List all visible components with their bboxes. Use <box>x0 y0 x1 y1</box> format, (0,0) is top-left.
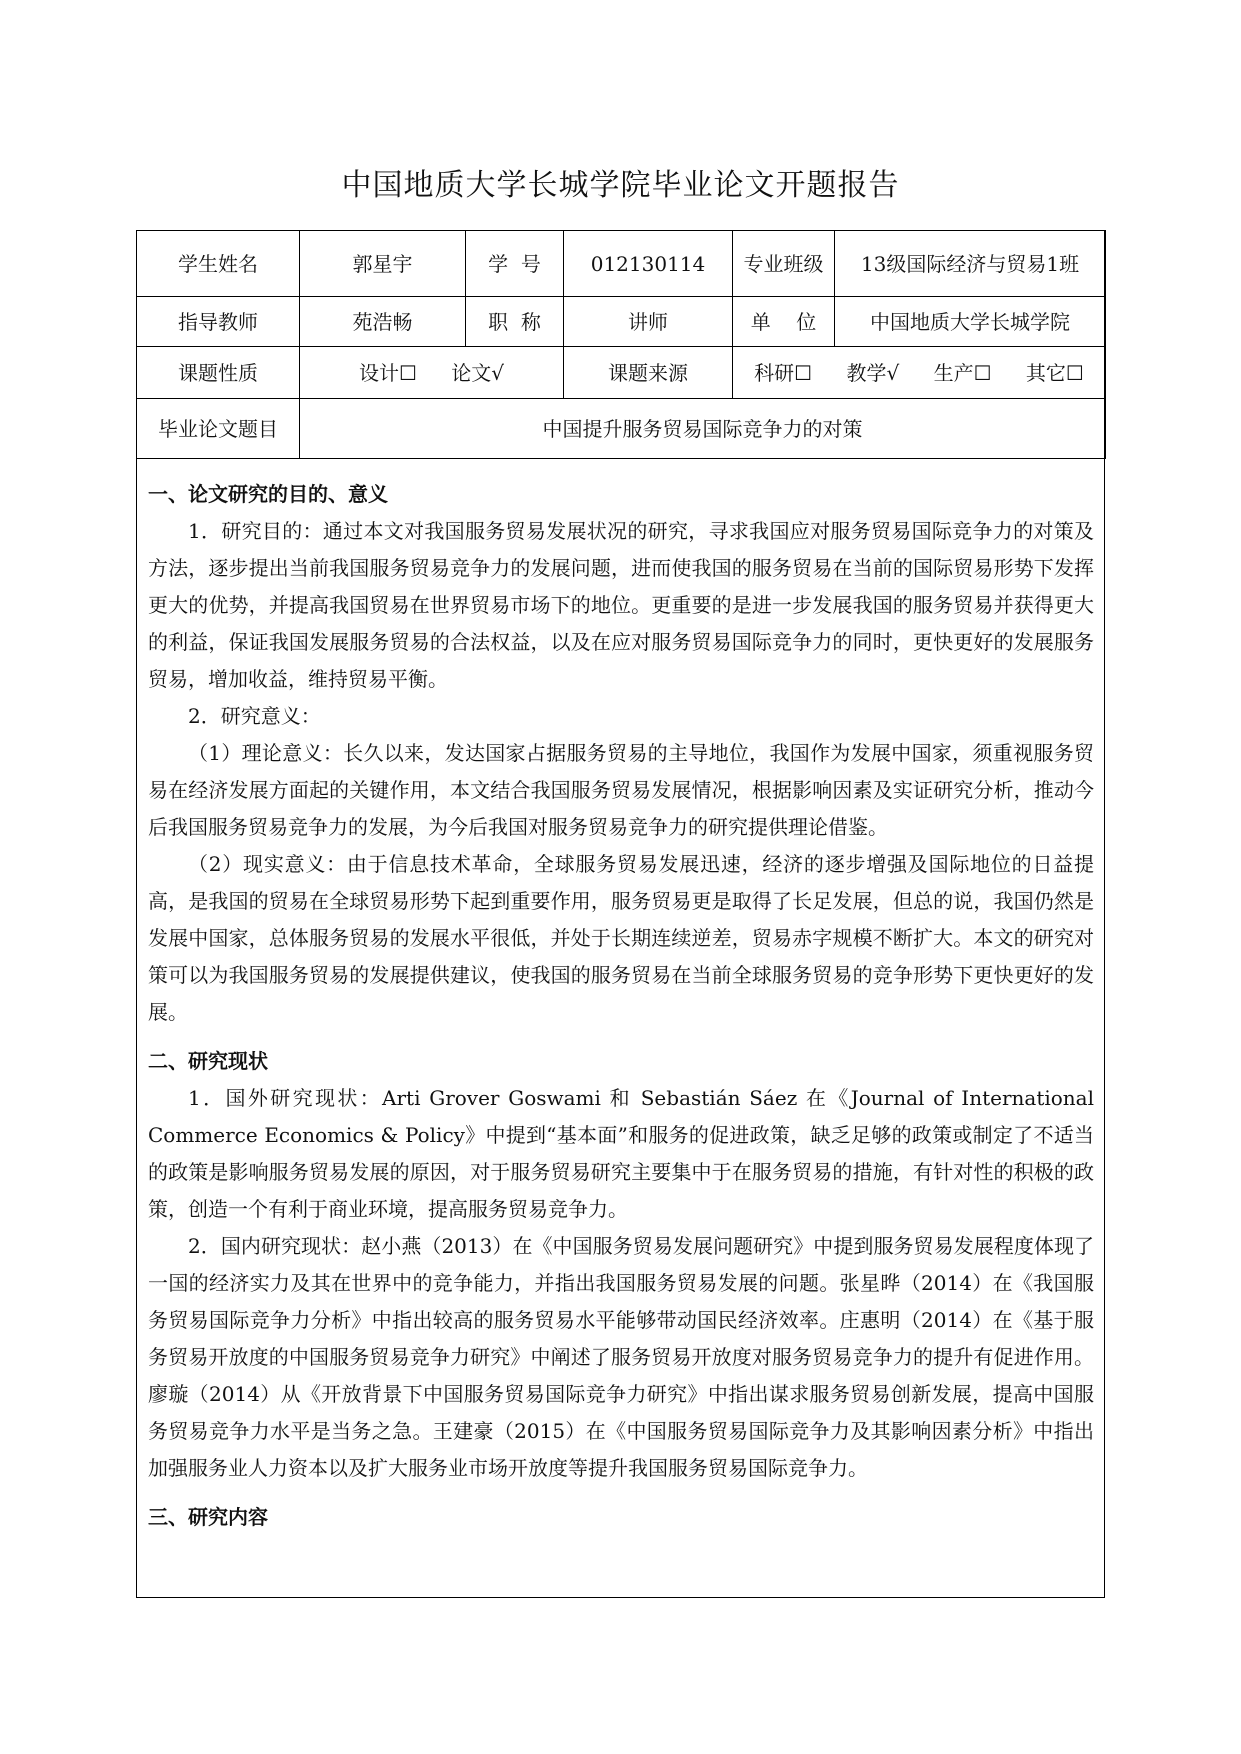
nature-design-option: 设计☐ <box>358 360 417 385</box>
unit-value: 中国地质大学长城学院 <box>835 297 1106 347</box>
source-teaching-option: 教学√ <box>846 360 900 385</box>
student-name-value: 郭星宇 <box>300 231 466 297</box>
topic-value: 中国提升服务贸易国际竞争力的对策 <box>300 399 1106 459</box>
report-body <box>148 476 1094 1594</box>
source-production-option: 生产☐ <box>933 360 992 385</box>
major-value: 13级国际经济与贸易1班 <box>835 231 1106 297</box>
nature-label: 课题性质 <box>137 347 300 399</box>
student-id-value: 012130114 <box>564 231 733 297</box>
major-label: 专业班级 <box>733 231 835 297</box>
rank-label: 职 称 <box>466 297 564 347</box>
advisor-label: 指导教师 <box>137 297 300 347</box>
source-research-option: 科研☐ <box>754 360 813 385</box>
paragraph-practical-significance: （2）现实意义：由于信息技术革命，全球服务贸易发展迅速，经济的逐步增强及国际地位的日益提高，是我国的贸易在全球贸易形势下起到重要作用，服务贸易更是取得了长足发展，但总的说，我国仍然是发展中国家，总体服务贸易的发展水平很低，并处于长期连续逆差，贸易赤字规模不断扩大。本文的研究对策可以为我国服务贸易的发展提供建议，使我国的服务贸易在当前全球服务贸易的竞争形势下更快更好的发展。 <box>148 852 1094 1024</box>
paragraph-theory-significance: （1）理论意义：长久以来，发达国家占据服务贸易的主导地位，我国作为发展中国家，须重视服务贸易在经济发展方面起的关键作用，本文结合我国服务贸易发展情况，根据影响因素及实证研究分析，推动今后我国服务贸易竞争力的发展，为今后我国对服务贸易竞争力的研究提供理论借鉴。 <box>148 741 1094 839</box>
student-name-label: 学生姓名 <box>137 231 300 297</box>
paragraph-purpose: 1．研究目的：通过本文对我国服务贸易发展状况的研究，寻求我国应对服务贸易国际竞争力的对策及方法，逐步提出当前我国服务贸易竞争力的发展问题，进而使我国的服务贸易在当前的国际贸易形势下发挥更大的优势，并提高我国贸易在世界贸易市场下的地位。更重要的是进一步发展我国的服务贸易并获得更大的利益，保证我国发展服务贸易的合法权益，以及在应对服务贸易国际竞争力的同时，更快更好的发展服务贸易，增加收益，维持贸易平衡。 <box>148 519 1094 691</box>
topic-label: 毕业论文题目 <box>137 399 300 459</box>
rank-value: 讲师 <box>564 297 733 347</box>
source-label: 课题来源 <box>564 347 733 399</box>
student-id-label: 学 号 <box>466 231 564 297</box>
paragraph-foreign-status: 1．国外研究现状：Arti Grover Goswami 和 Sebastián Sáez 在《Journal of International Commerce Economics & Policy》中提到“基本面”和服务的促进政策，缺乏足够的政策或制定了不适当的政策是影响服务贸易发展的原因，对于服务贸易研究主要集中于在服务贸易的措施，有针对性的积极的政策，创造一个有利于商业环境，提高服务贸易竞争力。 <box>148 1086 1094 1221</box>
advisor-value: 苑浩畅 <box>300 297 466 347</box>
paragraph-significance-title: 2．研究意义： <box>188 704 321 728</box>
paragraph-domestic-status: 2．国内研究现状：赵小燕（2013）在《中国服务贸易发展问题研究》中提到服务贸易发展程度体现了一国的经济实力及其在世界中的竞争能力，并指出我国服务贸易发展的问题。张星晔（2014）在《我国服务贸易国际竞争力分析》中指出较高的服务贸易水平能够带动国民经济效率。庄惠明（2014）在《基于服务贸易开放度的中国服务贸易竞争力研究》中阐述了服务贸易开放度对服务贸易竞争力的提升有促进作用。廖璇（2014）从《开放背景下中国服务贸易国际竞争力研究》中指出谋求服务贸易创新发展，提高中国服务贸易竞争力水平是当务之急。王建豪（2015）在《中国服务贸易国际竞争力及其影响因素分析》中指出加强服务业人力资本以及扩大服务业市场开放度等提升我国服务贸易国际竞争力。 <box>148 1234 1094 1480</box>
source-options <box>733 347 1106 399</box>
section-heading-purpose: 一、论文研究的目的、意义 <box>148 482 388 506</box>
nature-options <box>300 347 564 399</box>
nature-thesis-option: 论文√ <box>451 360 505 385</box>
section-heading-content: 三、研究内容 <box>148 1505 268 1529</box>
info-table <box>136 230 1106 459</box>
page-title: 中国地质大学长城学院毕业论文开题报告 <box>341 168 900 203</box>
unit-label: 单 位 <box>733 297 835 347</box>
section-heading-status: 二、研究现状 <box>148 1049 268 1073</box>
source-other-option: 其它☐ <box>1025 360 1084 385</box>
